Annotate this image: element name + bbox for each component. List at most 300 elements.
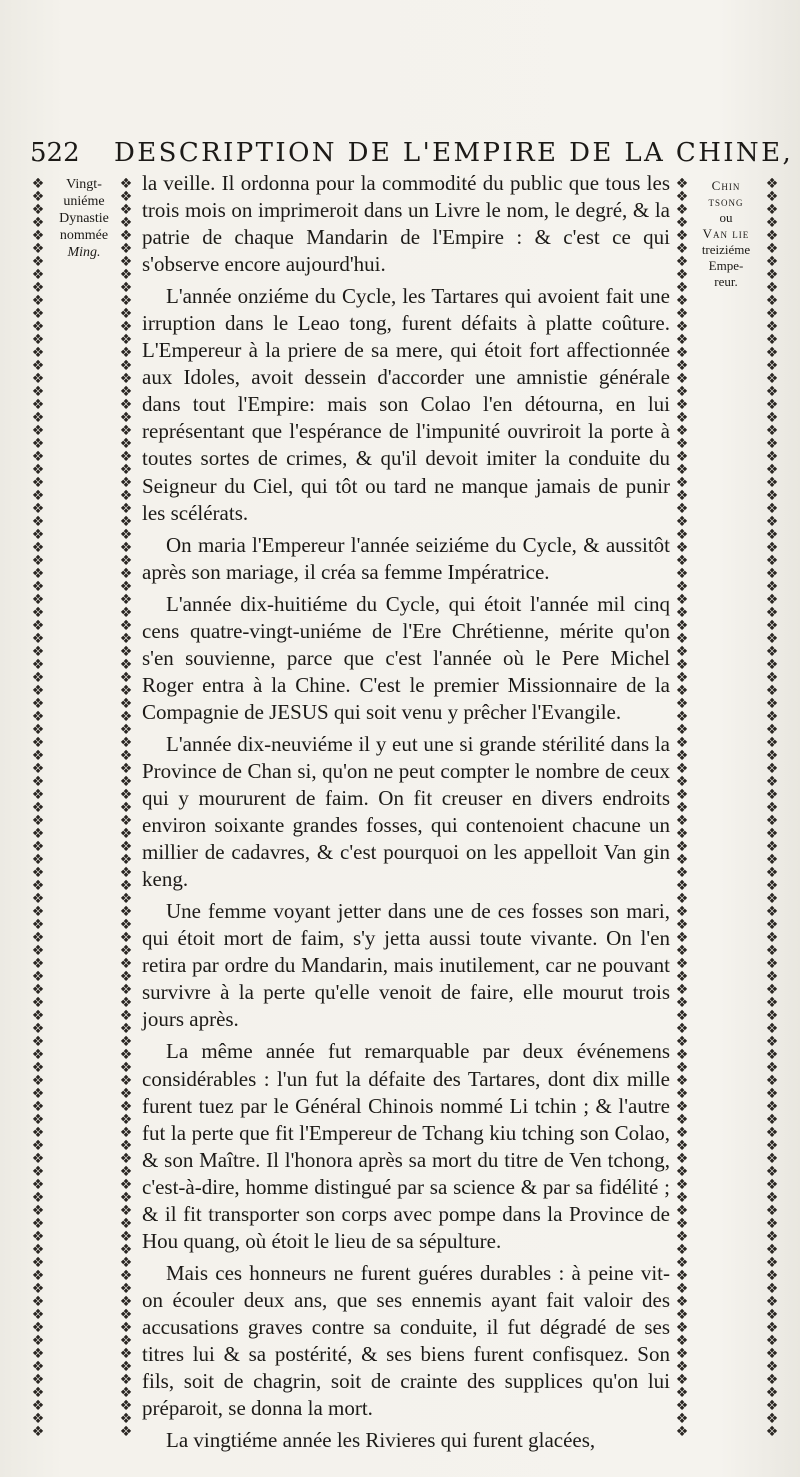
fleuron-ornament-icon: ❖ <box>119 215 133 231</box>
fleuron-ornament-icon: ❖ <box>675 449 689 465</box>
fleuron-ornament-icon: ❖ <box>31 683 45 699</box>
fleuron-ornament-icon: ❖ <box>675 514 689 530</box>
fleuron-ornament-icon: ❖ <box>675 1255 689 1271</box>
fleuron-ornament-icon: ❖ <box>119 618 133 634</box>
fleuron-ornament-icon: ❖ <box>675 384 689 400</box>
fleuron-ornament-icon: ❖ <box>31 1281 45 1297</box>
fleuron-ornament-icon: ❖ <box>675 475 689 491</box>
fleuron-ornament-icon: ❖ <box>765 1047 779 1063</box>
fleuron-ornament-icon: ❖ <box>675 683 689 699</box>
fleuron-ornament-icon: ❖ <box>31 1190 45 1206</box>
fleuron-ornament-icon: ❖ <box>119 709 133 725</box>
fleuron-ornament-icon: ❖ <box>31 384 45 400</box>
fleuron-ornament-icon: ❖ <box>119 1359 133 1375</box>
fleuron-ornament-icon: ❖ <box>119 319 133 335</box>
inner-right-ornament-border <box>674 178 690 1446</box>
fleuron-ornament-icon: ❖ <box>675 1073 689 1089</box>
fleuron-ornament-icon: ❖ <box>31 319 45 335</box>
fleuron-ornament-icon: ❖ <box>675 774 689 790</box>
fleuron-ornament-icon: ❖ <box>675 241 689 257</box>
fleuron-ornament-icon: ❖ <box>119 787 133 803</box>
fleuron-ornament-icon: ❖ <box>765 865 779 881</box>
fleuron-ornament-icon: ❖ <box>31 917 45 933</box>
fleuron-ornament-icon: ❖ <box>119 774 133 790</box>
fleuron-ornament-icon: ❖ <box>31 722 45 738</box>
fleuron-ornament-icon: ❖ <box>765 189 779 205</box>
fleuron-ornament-icon: ❖ <box>31 891 45 907</box>
fleuron-ornament-icon: ❖ <box>765 423 779 439</box>
fleuron-ornament-icon: ❖ <box>31 1229 45 1245</box>
fleuron-ornament-icon: ❖ <box>119 761 133 777</box>
fleuron-ornament-icon: ❖ <box>765 449 779 465</box>
left-ornament-border <box>30 178 46 1446</box>
paragraph: Une femme voyant jetter dans une de ces fosses son mari, qui étoit mort de faim, s'y jetta aussi toute vivante. On l'en retira par ordre du Mandarin, mais inutilement, car ne pouvant survivre à la perte qu'elle venoit de faire, elle mourut trois jours après. <box>142 899 670 1032</box>
fleuron-ornament-icon: ❖ <box>675 800 689 816</box>
fleuron-ornament-icon: ❖ <box>119 397 133 413</box>
fleuron-ornament-icon: ❖ <box>31 800 45 816</box>
fleuron-ornament-icon: ❖ <box>119 566 133 582</box>
fleuron-ornament-icon: ❖ <box>765 215 779 231</box>
fleuron-ornament-icon: ❖ <box>675 982 689 998</box>
fleuron-ornament-icon: ❖ <box>765 488 779 504</box>
fleuron-ornament-icon: ❖ <box>31 1372 45 1388</box>
fleuron-ornament-icon: ❖ <box>675 1333 689 1349</box>
fleuron-ornament-icon: ❖ <box>765 670 779 686</box>
fleuron-ornament-icon: ❖ <box>675 1203 689 1219</box>
fleuron-ornament-icon: ❖ <box>765 358 779 374</box>
paragraph: L'année onziéme du Cycle, les Tartares qui avoient fait une irruption dans le Leao tong, furent défaits à platte coûture. L'Empereur à la priere de sa mere, qui étoit fort affectionnée aux Idoles, avoit dessein d'accorder une amnistie générale dans tout l'Empire: mais son Colao l'en détourna, en lui représentant que l'espérance de l'impunité ouvriroit la porte à toutes sortes de crimes, & qu'il devoit imiter la conduite du Seigneur du Ciel, qui tôt ou tard ne manque jamais de punir les scélérats. <box>142 284 670 525</box>
fleuron-ornament-icon: ❖ <box>765 540 779 556</box>
fleuron-ornament-icon: ❖ <box>31 761 45 777</box>
fleuron-ornament-icon: ❖ <box>765 1320 779 1336</box>
fleuron-ornament-icon: ❖ <box>675 1372 689 1388</box>
fleuron-ornament-icon: ❖ <box>119 683 133 699</box>
fleuron-ornament-icon: ❖ <box>31 501 45 517</box>
fleuron-ornament-icon: ❖ <box>31 956 45 972</box>
fleuron-ornament-icon: ❖ <box>765 202 779 218</box>
fleuron-ornament-icon: ❖ <box>119 1099 133 1115</box>
fleuron-ornament-icon: ❖ <box>31 592 45 608</box>
fleuron-ornament-icon: ❖ <box>765 618 779 634</box>
fleuron-ornament-icon: ❖ <box>765 1034 779 1050</box>
fleuron-ornament-icon: ❖ <box>675 787 689 803</box>
fleuron-ornament-icon: ❖ <box>119 280 133 296</box>
fleuron-ornament-icon: ❖ <box>765 1177 779 1193</box>
fleuron-ornament-icon: ❖ <box>31 553 45 569</box>
fleuron-ornament-icon: ❖ <box>765 683 779 699</box>
fleuron-ornament-icon: ❖ <box>675 995 689 1011</box>
fleuron-ornament-icon: ❖ <box>765 1385 779 1401</box>
fleuron-ornament-icon: ❖ <box>119 982 133 998</box>
fleuron-ornament-icon: ❖ <box>675 254 689 270</box>
fleuron-ornament-icon: ❖ <box>31 943 45 959</box>
fleuron-ornament-icon: ❖ <box>765 1216 779 1232</box>
margin-note-line: ou <box>719 210 733 225</box>
margin-note-line: Vingt- <box>66 177 102 192</box>
fleuron-ornament-icon: ❖ <box>31 1294 45 1310</box>
fleuron-ornament-icon: ❖ <box>765 579 779 595</box>
fleuron-ornament-icon: ❖ <box>765 774 779 790</box>
fleuron-ornament-icon: ❖ <box>675 1385 689 1401</box>
paragraph: L'année dix-neuviéme il y eut une si grande stérilité dans la Province de Chan si, qu'on ne peut compter le nombre de ceux qui y moururent de faim. On fit creuser en divers endroits environ soixante grandes fosses, qui contenoient chacune un millier de cadavres, & c'est pourquoi on les appelloit Van gin keng. <box>142 731 670 892</box>
fleuron-ornament-icon: ❖ <box>675 189 689 205</box>
fleuron-ornament-icon: ❖ <box>31 1411 45 1427</box>
fleuron-ornament-icon: ❖ <box>31 280 45 296</box>
fleuron-ornament-icon: ❖ <box>765 1242 779 1258</box>
fleuron-ornament-icon: ❖ <box>119 696 133 712</box>
fleuron-ornament-icon: ❖ <box>31 579 45 595</box>
fleuron-ornament-icon: ❖ <box>765 735 779 751</box>
fleuron-ornament-icon: ❖ <box>675 943 689 959</box>
fleuron-ornament-icon: ❖ <box>119 956 133 972</box>
fleuron-ornament-icon: ❖ <box>119 852 133 868</box>
fleuron-ornament-icon: ❖ <box>119 1411 133 1427</box>
fleuron-ornament-icon: ❖ <box>765 436 779 452</box>
fleuron-ornament-icon: ❖ <box>765 345 779 361</box>
fleuron-ornament-icon: ❖ <box>31 267 45 283</box>
fleuron-ornament-icon: ❖ <box>675 1099 689 1115</box>
paragraph: On maria l'Empereur l'année seiziéme du Cycle, & aussitôt après son mariage, il créa sa femme Impératrice. <box>142 532 670 584</box>
fleuron-ornament-icon: ❖ <box>119 228 133 244</box>
fleuron-ornament-icon: ❖ <box>675 1008 689 1024</box>
inner-left-ornament-border <box>118 178 134 1446</box>
fleuron-ornament-icon: ❖ <box>765 1229 779 1245</box>
fleuron-ornament-icon: ❖ <box>675 670 689 686</box>
fleuron-ornament-icon: ❖ <box>119 1060 133 1076</box>
fleuron-ornament-icon: ❖ <box>765 1307 779 1323</box>
fleuron-ornament-icon: ❖ <box>675 930 689 946</box>
fleuron-ornament-icon: ❖ <box>119 475 133 491</box>
fleuron-ornament-icon: ❖ <box>675 761 689 777</box>
fleuron-ornament-icon: ❖ <box>119 1190 133 1206</box>
fleuron-ornament-icon: ❖ <box>675 1398 689 1414</box>
fleuron-ornament-icon: ❖ <box>119 995 133 1011</box>
fleuron-ornament-icon: ❖ <box>675 1216 689 1232</box>
fleuron-ornament-icon: ❖ <box>31 813 45 829</box>
fleuron-ornament-icon: ❖ <box>119 371 133 387</box>
fleuron-ornament-icon: ❖ <box>675 1047 689 1063</box>
fleuron-ornament-icon: ❖ <box>31 1346 45 1362</box>
fleuron-ornament-icon: ❖ <box>31 930 45 946</box>
fleuron-ornament-icon: ❖ <box>119 644 133 660</box>
fleuron-ornament-icon: ❖ <box>119 969 133 985</box>
fleuron-ornament-icon: ❖ <box>119 527 133 543</box>
fleuron-ornament-icon: ❖ <box>31 1255 45 1271</box>
fleuron-ornament-icon: ❖ <box>119 1112 133 1128</box>
fleuron-ornament-icon: ❖ <box>765 1294 779 1310</box>
fleuron-ornament-icon: ❖ <box>675 1190 689 1206</box>
fleuron-ornament-icon: ❖ <box>765 761 779 777</box>
fleuron-ornament-icon: ❖ <box>675 280 689 296</box>
fleuron-ornament-icon: ❖ <box>765 839 779 855</box>
fleuron-ornament-icon: ❖ <box>675 501 689 517</box>
fleuron-ornament-icon: ❖ <box>119 1073 133 1089</box>
fleuron-ornament-icon: ❖ <box>31 514 45 530</box>
fleuron-ornament-icon: ❖ <box>675 969 689 985</box>
fleuron-ornament-icon: ❖ <box>675 553 689 569</box>
fleuron-ornament-icon: ❖ <box>119 423 133 439</box>
right-margin-note <box>695 178 757 290</box>
fleuron-ornament-icon: ❖ <box>31 449 45 465</box>
fleuron-ornament-icon: ❖ <box>119 1424 133 1440</box>
fleuron-ornament-icon: ❖ <box>31 878 45 894</box>
fleuron-ornament-icon: ❖ <box>31 527 45 543</box>
fleuron-ornament-icon: ❖ <box>765 371 779 387</box>
fleuron-ornament-icon: ❖ <box>675 527 689 543</box>
fleuron-ornament-icon: ❖ <box>31 410 45 426</box>
fleuron-ornament-icon: ❖ <box>765 1008 779 1024</box>
fleuron-ornament-icon: ❖ <box>119 1398 133 1414</box>
fleuron-ornament-icon: ❖ <box>119 1216 133 1232</box>
fleuron-ornament-icon: ❖ <box>31 241 45 257</box>
fleuron-ornament-icon: ❖ <box>675 1021 689 1037</box>
fleuron-ornament-icon: ❖ <box>31 540 45 556</box>
fleuron-ornament-icon: ❖ <box>765 631 779 647</box>
fleuron-ornament-icon: ❖ <box>765 397 779 413</box>
fleuron-ornament-icon: ❖ <box>119 800 133 816</box>
fleuron-ornament-icon: ❖ <box>675 1359 689 1375</box>
fleuron-ornament-icon: ❖ <box>119 878 133 894</box>
fleuron-ornament-icon: ❖ <box>31 644 45 660</box>
fleuron-ornament-icon: ❖ <box>675 410 689 426</box>
fleuron-ornament-icon: ❖ <box>675 618 689 634</box>
fleuron-ornament-icon: ❖ <box>119 1203 133 1219</box>
fleuron-ornament-icon: ❖ <box>675 1177 689 1193</box>
fleuron-ornament-icon: ❖ <box>119 384 133 400</box>
fleuron-ornament-icon: ❖ <box>675 1411 689 1427</box>
fleuron-ornament-icon: ❖ <box>31 1307 45 1323</box>
fleuron-ornament-icon: ❖ <box>765 228 779 244</box>
fleuron-ornament-icon: ❖ <box>675 1138 689 1154</box>
fleuron-ornament-icon: ❖ <box>675 1060 689 1076</box>
fleuron-ornament-icon: ❖ <box>119 930 133 946</box>
fleuron-ornament-icon: ❖ <box>765 241 779 257</box>
margin-note-line: treiziéme <box>701 242 751 257</box>
left-margin-note <box>50 176 118 261</box>
fleuron-ornament-icon: ❖ <box>31 1177 45 1193</box>
fleuron-ornament-icon: ❖ <box>765 891 779 907</box>
fleuron-ornament-icon: ❖ <box>31 1203 45 1219</box>
fleuron-ornament-icon: ❖ <box>31 488 45 504</box>
fleuron-ornament-icon: ❖ <box>675 592 689 608</box>
fleuron-ornament-icon: ❖ <box>119 1242 133 1258</box>
fleuron-ornament-icon: ❖ <box>31 332 45 348</box>
fleuron-ornament-icon: ❖ <box>31 1138 45 1154</box>
fleuron-ornament-icon: ❖ <box>675 904 689 920</box>
fleuron-ornament-icon: ❖ <box>765 787 779 803</box>
page-number: 522 <box>30 138 80 168</box>
fleuron-ornament-icon: ❖ <box>675 566 689 582</box>
fleuron-ornament-icon: ❖ <box>765 1372 779 1388</box>
fleuron-ornament-icon: ❖ <box>675 1229 689 1245</box>
fleuron-ornament-icon: ❖ <box>31 1112 45 1128</box>
fleuron-ornament-icon: ❖ <box>119 904 133 920</box>
fleuron-ornament-icon: ❖ <box>31 1398 45 1414</box>
fleuron-ornament-icon: ❖ <box>119 943 133 959</box>
fleuron-ornament-icon: ❖ <box>119 254 133 270</box>
fleuron-ornament-icon: ❖ <box>675 215 689 231</box>
fleuron-ornament-icon: ❖ <box>119 553 133 569</box>
fleuron-ornament-icon: ❖ <box>675 579 689 595</box>
fleuron-ornament-icon: ❖ <box>675 345 689 361</box>
fleuron-ornament-icon: ❖ <box>31 371 45 387</box>
fleuron-ornament-icon: ❖ <box>119 462 133 478</box>
fleuron-ornament-icon: ❖ <box>765 930 779 946</box>
fleuron-ornament-icon: ❖ <box>119 1346 133 1362</box>
fleuron-ornament-icon: ❖ <box>31 358 45 374</box>
right-ornament-border <box>764 178 780 1446</box>
fleuron-ornament-icon: ❖ <box>119 579 133 595</box>
fleuron-ornament-icon: ❖ <box>119 1047 133 1063</box>
fleuron-ornament-icon: ❖ <box>675 631 689 647</box>
fleuron-ornament-icon: ❖ <box>765 1138 779 1154</box>
fleuron-ornament-icon: ❖ <box>675 865 689 881</box>
fleuron-ornament-icon: ❖ <box>765 566 779 582</box>
fleuron-ornament-icon: ❖ <box>31 228 45 244</box>
fleuron-ornament-icon: ❖ <box>31 397 45 413</box>
fleuron-ornament-icon: ❖ <box>119 865 133 881</box>
fleuron-ornament-icon: ❖ <box>675 696 689 712</box>
fleuron-ornament-icon: ❖ <box>675 1164 689 1180</box>
fleuron-ornament-icon: ❖ <box>675 1346 689 1362</box>
fleuron-ornament-icon: ❖ <box>31 462 45 478</box>
fleuron-ornament-icon: ❖ <box>119 410 133 426</box>
fleuron-ornament-icon: ❖ <box>675 1242 689 1258</box>
fleuron-ornament-icon: ❖ <box>675 1151 689 1167</box>
fleuron-ornament-icon: ❖ <box>765 917 779 933</box>
fleuron-ornament-icon: ❖ <box>31 202 45 218</box>
fleuron-ornament-icon: ❖ <box>31 1320 45 1336</box>
fleuron-ornament-icon: ❖ <box>31 189 45 205</box>
fleuron-ornament-icon: ❖ <box>31 1086 45 1102</box>
fleuron-ornament-icon: ❖ <box>675 1320 689 1336</box>
fleuron-ornament-icon: ❖ <box>765 709 779 725</box>
fleuron-ornament-icon: ❖ <box>31 748 45 764</box>
fleuron-ornament-icon: ❖ <box>765 1086 779 1102</box>
fleuron-ornament-icon: ❖ <box>675 1307 689 1323</box>
fleuron-ornament-icon: ❖ <box>675 1125 689 1141</box>
fleuron-ornament-icon: ❖ <box>765 306 779 322</box>
fleuron-ornament-icon: ❖ <box>765 969 779 985</box>
fleuron-ornament-icon: ❖ <box>119 540 133 556</box>
fleuron-ornament-icon: ❖ <box>675 891 689 907</box>
fleuron-ornament-icon: ❖ <box>765 1281 779 1297</box>
fleuron-ornament-icon: ❖ <box>765 475 779 491</box>
fleuron-ornament-icon: ❖ <box>31 1151 45 1167</box>
fleuron-ornament-icon: ❖ <box>119 1268 133 1284</box>
fleuron-ornament-icon: ❖ <box>31 865 45 881</box>
fleuron-ornament-icon: ❖ <box>119 1125 133 1141</box>
fleuron-ornament-icon: ❖ <box>675 709 689 725</box>
fleuron-ornament-icon: ❖ <box>765 1203 779 1219</box>
fleuron-ornament-icon: ❖ <box>31 1008 45 1024</box>
fleuron-ornament-icon: ❖ <box>31 1034 45 1050</box>
fleuron-ornament-icon: ❖ <box>119 1281 133 1297</box>
fleuron-ornament-icon: ❖ <box>119 657 133 673</box>
fleuron-ornament-icon: ❖ <box>119 722 133 738</box>
fleuron-ornament-icon: ❖ <box>31 566 45 582</box>
fleuron-ornament-icon: ❖ <box>675 657 689 673</box>
body-text <box>142 170 670 1459</box>
fleuron-ornament-icon: ❖ <box>765 1268 779 1284</box>
fleuron-ornament-icon: ❖ <box>119 592 133 608</box>
fleuron-ornament-icon: ❖ <box>675 488 689 504</box>
fleuron-ornament-icon: ❖ <box>31 1333 45 1349</box>
fleuron-ornament-icon: ❖ <box>31 826 45 842</box>
fleuron-ornament-icon: ❖ <box>119 488 133 504</box>
fleuron-ornament-icon: ❖ <box>765 1398 779 1414</box>
fleuron-ornament-icon: ❖ <box>119 1333 133 1349</box>
fleuron-ornament-icon: ❖ <box>119 1229 133 1245</box>
fleuron-ornament-icon: ❖ <box>119 501 133 517</box>
fleuron-ornament-icon: ❖ <box>31 1385 45 1401</box>
fleuron-ornament-icon: ❖ <box>119 748 133 764</box>
fleuron-ornament-icon: ❖ <box>119 1255 133 1271</box>
fleuron-ornament-icon: ❖ <box>119 1294 133 1310</box>
fleuron-ornament-icon: ❖ <box>31 254 45 270</box>
fleuron-ornament-icon: ❖ <box>675 1034 689 1050</box>
fleuron-ornament-icon: ❖ <box>31 475 45 491</box>
margin-note-line: Van lie <box>702 226 750 241</box>
fleuron-ornament-icon: ❖ <box>765 1333 779 1349</box>
fleuron-ornament-icon: ❖ <box>765 293 779 309</box>
fleuron-ornament-icon: ❖ <box>765 1112 779 1128</box>
fleuron-ornament-icon: ❖ <box>31 215 45 231</box>
fleuron-ornament-icon: ❖ <box>675 813 689 829</box>
fleuron-ornament-icon: ❖ <box>119 826 133 842</box>
fleuron-ornament-icon: ❖ <box>675 826 689 842</box>
fleuron-ornament-icon: ❖ <box>675 917 689 933</box>
fleuron-ornament-icon: ❖ <box>675 1281 689 1297</box>
fleuron-ornament-icon: ❖ <box>119 332 133 348</box>
fleuron-ornament-icon: ❖ <box>31 670 45 686</box>
fleuron-ornament-icon: ❖ <box>765 1346 779 1362</box>
fleuron-ornament-icon: ❖ <box>119 1138 133 1154</box>
fleuron-ornament-icon: ❖ <box>31 618 45 634</box>
paragraph: La vingtiéme année les Rivieres qui furent glacées, <box>166 1428 596 1453</box>
fleuron-ornament-icon: ❖ <box>119 358 133 374</box>
fleuron-ornament-icon: ❖ <box>31 293 45 309</box>
fleuron-ornament-icon: ❖ <box>675 202 689 218</box>
fleuron-ornament-icon: ❖ <box>31 436 45 452</box>
fleuron-ornament-icon: ❖ <box>765 956 779 972</box>
fleuron-ornament-icon: ❖ <box>119 306 133 322</box>
fleuron-ornament-icon: ❖ <box>119 241 133 257</box>
fleuron-ornament-icon: ❖ <box>31 852 45 868</box>
fleuron-ornament-icon: ❖ <box>119 891 133 907</box>
fleuron-ornament-icon: ❖ <box>31 1359 45 1375</box>
fleuron-ornament-icon: ❖ <box>765 748 779 764</box>
fleuron-ornament-icon: ❖ <box>765 527 779 543</box>
paragraph: la veille. Il ordonna pour la commodité du public que tous les trois mois on imprimeroit dans un Livre le nom, le degré, & la patrie de chaque Mandarin de l'Empire : & c'est ce qui s'observe encore aujourd'hui. <box>142 171 670 277</box>
fleuron-ornament-icon: ❖ <box>119 839 133 855</box>
fleuron-ornament-icon: ❖ <box>765 696 779 712</box>
fleuron-ornament-icon: ❖ <box>675 423 689 439</box>
fleuron-ornament-icon: ❖ <box>119 1372 133 1388</box>
fleuron-ornament-icon: ❖ <box>119 1034 133 1050</box>
fleuron-ornament-icon: ❖ <box>675 293 689 309</box>
fleuron-ornament-icon: ❖ <box>675 371 689 387</box>
fleuron-ornament-icon: ❖ <box>119 917 133 933</box>
fleuron-ornament-icon: ❖ <box>119 345 133 361</box>
fleuron-ornament-icon: ❖ <box>765 1255 779 1271</box>
fleuron-ornament-icon: ❖ <box>119 189 133 205</box>
fleuron-ornament-icon: ❖ <box>31 1021 45 1037</box>
fleuron-ornament-icon: ❖ <box>765 592 779 608</box>
paragraph: Mais ces honneurs ne furent guéres durables : à peine vit-on écouler deux ans, que ses ennemis ayant fait valoir des accusations graves contre sa conduite, il fut dégradé de ses titres lui & sa postérité, & ses biens furent confisquez. Son fils, soit de chagrin, soit de crainte des supplices qu'on lui préparoit, se donna la mort. <box>142 1260 670 1421</box>
fleuron-ornament-icon: ❖ <box>765 904 779 920</box>
fleuron-ornament-icon: ❖ <box>765 1151 779 1167</box>
